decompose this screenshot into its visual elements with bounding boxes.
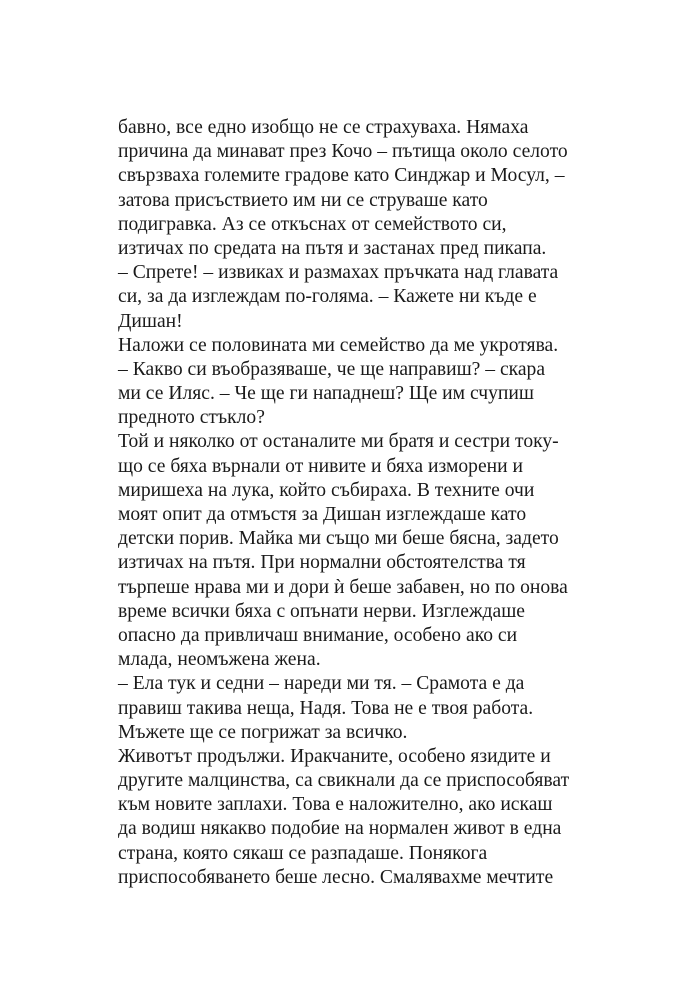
text-line: страна, която сякаш се разпадаше. Понякога xyxy=(118,842,488,864)
text-line: – Какво си въобразяваше, че ще направиш? – скара xyxy=(118,358,546,380)
text-line: Мъжете ще се погрижат за всичко. xyxy=(118,721,408,743)
text-line: затова присъствието им ни се струваше като xyxy=(118,189,488,211)
text-line: подигравка. Аз се откъснах от семейството си, xyxy=(118,213,507,235)
text-line: млада, неомъжена жена. xyxy=(118,649,321,671)
text-line: другите малцинства, са свикнали да се приспособяват xyxy=(118,770,570,792)
text-line: миришеха на лука, който събираха. В техните очи xyxy=(118,479,535,501)
text-line: Животът продължи. Иракчаните, особено язидите и xyxy=(118,745,551,767)
text-line: – Спрете! – извиках и размахах пръчката над главата xyxy=(118,262,559,284)
text-line: Наложи се половината ми семейство да ме укротява. xyxy=(118,334,559,356)
text-line: Той и няколко от останалите ми братя и сестри току- xyxy=(118,431,559,453)
text-line: опасно да привличаш внимание, особено ако си xyxy=(118,624,518,646)
text-line: да водиш някакво подобие на нормален живот в една xyxy=(118,818,562,840)
text-line: време всички бяха с опънати нерви. Изглеждаше xyxy=(118,600,525,622)
text-line: ми се Иляс. – Че ще ги нападнеш? Ще им счупиш xyxy=(118,383,534,405)
text-line: моят опит да отмъстя за Дишан изглеждаше като xyxy=(118,504,527,525)
text-line: към новите заплахи. Това е наложително, ако искаш xyxy=(118,794,553,816)
text-line: изтичах по средата на пътя и застанах пред пикапа. xyxy=(118,237,547,259)
text-line: що се бяха върнали от нивите и бяха изморени и xyxy=(118,455,524,477)
text-line: Дишан! xyxy=(118,310,183,332)
body-text xyxy=(118,116,618,890)
text-line: свързваха големите градове като Синджар и Мосул, – xyxy=(118,165,565,187)
text-line: – Ела тук и седни – нареди ми тя. – Срамота е да xyxy=(118,673,525,695)
text-line: бавно, все едно изобщо не се страхуваха. Нямаха xyxy=(118,117,529,138)
text-line: предното стъкло? xyxy=(118,407,265,429)
text-line: детски порив. Майка ми също ми беше бясна, задето xyxy=(118,528,559,550)
text-line: търпеше нрава ми и дори ѝ беше забавен, но по онова xyxy=(118,576,568,598)
text-line: приспособяването беше лесно. Смалявахме мечтите xyxy=(118,866,554,888)
text-line: си, за да изглеждам по-голяма. – Кажете ни къде е xyxy=(118,286,537,308)
text-line: правиш такива неща, Надя. Това не е твоя работа. xyxy=(118,697,534,719)
text-line: изтичах на пътя. При нормални обстоятелства тя xyxy=(118,552,526,574)
text-line: причина да минават през Кочо – пътища около селото xyxy=(118,141,568,163)
